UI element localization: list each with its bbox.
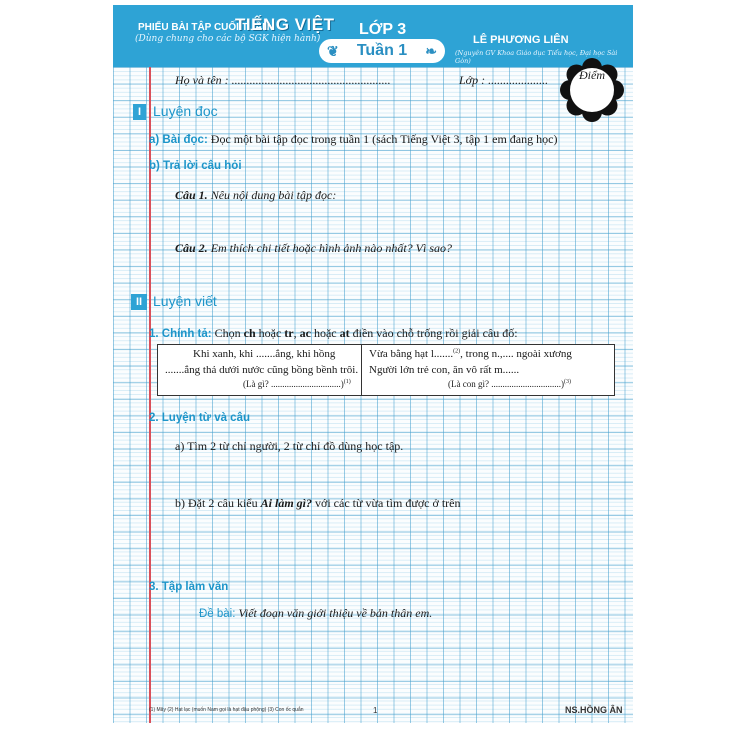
- riddle-1-note: (1): [343, 379, 351, 385]
- question-1-label: Câu 1.: [175, 188, 208, 202]
- section-2-number: II: [131, 294, 147, 310]
- section-1-number: I: [133, 104, 146, 120]
- question-1-text: Nêu nội dung bài tập đọc:: [210, 188, 337, 202]
- composition-topic-text: Viết đoạn văn giới thiệu về bản thân em.: [238, 606, 433, 620]
- spelling-ac: ac: [299, 326, 311, 340]
- question-2: [175, 241, 452, 256]
- footer-notes: (1) Mây (2) Hạt lạc (muốn Nam gọi là hạt đậu phộng) (3) Con ốc quắn: [149, 707, 304, 713]
- riddle-2-line-1a: Vừa bằng hạt l.......: [369, 348, 454, 360]
- week-label: Tuần 1: [356, 42, 408, 59]
- section-1-title: Luyện đọc: [153, 103, 218, 119]
- answer-label: b) Trả lời câu hỏi: [149, 160, 242, 172]
- publisher: NS.HỒNG ÂN: [565, 705, 623, 715]
- ornament-right-icon: ❧: [425, 43, 437, 59]
- score-box: [560, 58, 624, 122]
- vocab-task-b-a: b) Đặt 2 câu kiểu: [175, 496, 258, 510]
- question-1: [175, 188, 336, 203]
- composition-label: 3. Tập làm văn: [149, 581, 229, 593]
- spelling-text-b: hoặc: [258, 326, 282, 340]
- question-2-label: Câu 2.: [175, 241, 208, 255]
- question-2-text: Em thích chi tiết hoặc hình ảnh nào nhất? Vì sao?: [210, 241, 452, 255]
- riddle-2-note: (2): [453, 348, 461, 355]
- riddle-divider: [361, 344, 362, 396]
- header-banner: [113, 5, 633, 67]
- reading-label: a) Bài đọc:: [149, 134, 208, 146]
- header-grade: LỚP 3: [359, 21, 407, 38]
- riddle-2-answer-text: (Là con gì? ...............................): [448, 379, 564, 389]
- vocab-task-b: [175, 496, 461, 511]
- riddle-1-answer-text: (Là gì? ...............................): [243, 379, 344, 389]
- vocab-heading: [149, 410, 250, 425]
- name-field[interactable]: Họ và tên : .....................................................: [175, 73, 391, 87]
- spelling-text-e: điền vào chỗ trống rồi giải câu đố:: [352, 326, 518, 340]
- header-author: LÊ PHƯƠNG LIÊN: [473, 34, 569, 46]
- spelling-text-a: Chọn: [214, 326, 241, 340]
- vocab-task-b-b: với các từ vừa tìm được ở trên: [314, 496, 461, 510]
- page-number: 1: [373, 706, 378, 715]
- section-2-title: Luyện viết: [153, 293, 217, 309]
- spelling-text-d: hoặc: [313, 326, 337, 340]
- reading-line: [149, 132, 557, 147]
- vocab-task-b-pattern: Ai làm gì?: [260, 496, 312, 510]
- header-week: [319, 39, 445, 63]
- header-main-title: TIẾNG VIỆT: [235, 15, 335, 34]
- composition-topic: [199, 606, 432, 621]
- riddle-2-line-2: Người lớn trẻ con, ăn vô rất m......: [369, 364, 520, 376]
- score-label: Điểm: [579, 68, 605, 82]
- spelling-line: [149, 326, 518, 341]
- answer-heading: [149, 158, 242, 173]
- riddle-2-note-3: (3): [563, 379, 571, 385]
- riddle-2-line-1b: , trong n.,.... ngoài xương: [460, 348, 572, 360]
- class-field[interactable]: Lớp : ....................: [459, 73, 549, 87]
- reading-text: Đọc một bài tập đọc trong tuần 1 (sách Tiếng Việt 3, tập 1 em đang học): [210, 132, 558, 146]
- header-pre-title: PHIẾU BÀI TẬP CUỐI TUẦN: [138, 22, 270, 33]
- header-subtitle: (Dùng chung cho các bộ SGK hiện hành): [135, 34, 321, 44]
- riddle-1-answer[interactable]: [243, 379, 351, 389]
- spelling-label: 1. Chính tả:: [149, 328, 212, 340]
- spelling-tr: tr: [284, 326, 294, 340]
- riddle-2-line-1: [369, 348, 572, 360]
- composition-heading: [149, 579, 228, 594]
- riddle-2-answer[interactable]: [448, 379, 571, 389]
- vocab-label: 2. Luyện từ và câu: [149, 412, 251, 424]
- ornament-left-icon: ❦: [327, 43, 339, 59]
- header-author-note: (Nguyên GV Khoa Giáo dục Tiểu học, Đại học Sài Gòn): [455, 49, 618, 65]
- spelling-ch: ch: [243, 326, 256, 340]
- vocab-task-a: a) Tìm 2 từ chỉ người, 2 từ chỉ đồ dùng học tập.: [175, 439, 404, 453]
- worksheet-page: [113, 5, 633, 723]
- composition-topic-label: Đề bài:: [199, 608, 236, 620]
- spelling-text-c: ,: [293, 326, 297, 340]
- riddle-1-line-1: Khi xanh, khi .......ắng, khi hồng: [193, 348, 336, 360]
- spelling-at: at: [339, 326, 350, 340]
- riddle-1-line-2: .......ắng thả dưới nước cũng bồng bềnh trôi.: [165, 364, 359, 376]
